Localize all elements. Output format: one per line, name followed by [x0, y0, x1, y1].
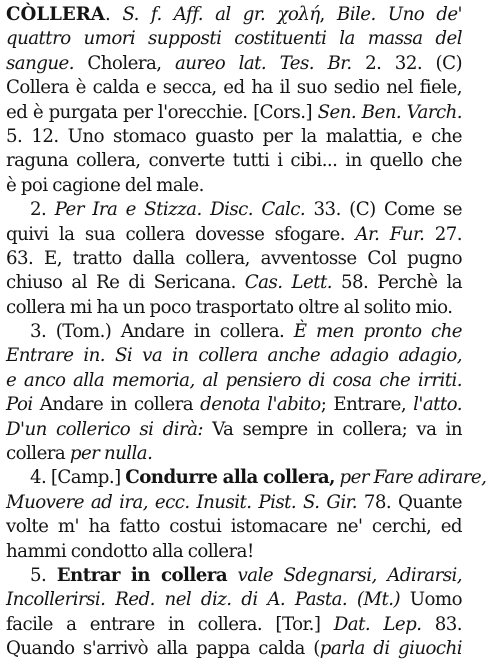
text-line: 5. 12. Uno stomaco guasto per la malattia, e che [6, 125, 462, 147]
text-line: Poi Andare in collera denota l'abito; Entrare, l'atto. [6, 394, 462, 416]
text-line: collera per nulla. [6, 443, 153, 465]
text-line: 63. E, tratto dalla collera, avventosse Col pugno [6, 247, 462, 269]
headword: CÒLLERA [6, 4, 105, 25]
text-line: D'un collerico si dirà: Va sempre in collera; va in [6, 418, 462, 440]
text-line: Collera è calda e secca, ed ha il suo sedio nel fiele, [6, 77, 462, 99]
text-line: Entrare in. Si va in collera anche adagio adagio, [6, 345, 462, 367]
text-line: quattro umori supposti costituenti la massa del [6, 28, 462, 50]
text-line: è poi cagione del male. [6, 174, 204, 196]
text-line: e anco alla memoria, al pensiero di cosa che irriti. [6, 369, 462, 391]
greek-etymon: χολή [277, 4, 320, 25]
text-line: quivi la sua collera dovesse sfogare. Ar. Fur. 27. [6, 223, 463, 245]
text-line: CÒLLERA. S. f. Aff. al gr. χολή, Bile. Uno de' [6, 4, 462, 25]
sense-2-start: 2. Per Ira e Stizza. Disc. Calc. 33. (C) Come se [30, 199, 462, 221]
text-line: facile a entrare in collera. [Tor.] Dat. Lep. 83. [6, 613, 462, 635]
sense-5-start: 5. Entrar in collera vale Sdegnarsi, Adirarsi, [30, 564, 462, 586]
sense-4-start: 4. [Camp.] Condurre alla collera, per Fare adirare, [30, 467, 486, 489]
text-line: collera mi ha un poco trasportato oltre al solito mio. [6, 296, 453, 318]
text-line: ed è purgata per l'orecchie. [Cors.] Sen. Ben. Varch. [6, 101, 463, 123]
text-line: Incollerirsi. Red. nel diz. di A. Pasta. (Mt.) Uomo [6, 589, 462, 611]
text-line: chiuso al Re di Sericana. Cas. Lett. 58. Perchè la [6, 272, 462, 294]
text-line: Muovere ad ira, ecc. Inusit. Pist. S. Gir. 78. Quante [6, 491, 462, 513]
text-line: sangue. Cholera, aureo lat. Tes. Br. 2. 32. (C) [6, 52, 462, 74]
sense-3-start: 3. (Tom.) Andare in collera. È men pronto che [30, 321, 462, 343]
text-line: volte m' ha fatto costui istomacare ne' cerchi, ed [6, 516, 462, 538]
text-line: raguna collera, converte tutti i cibi... in quello che [6, 150, 462, 172]
text-line: Quando s'arrivò alla pappa calda (parla di giuochi [6, 638, 462, 660]
text-line: hammi condotto alla collera! [6, 540, 254, 562]
